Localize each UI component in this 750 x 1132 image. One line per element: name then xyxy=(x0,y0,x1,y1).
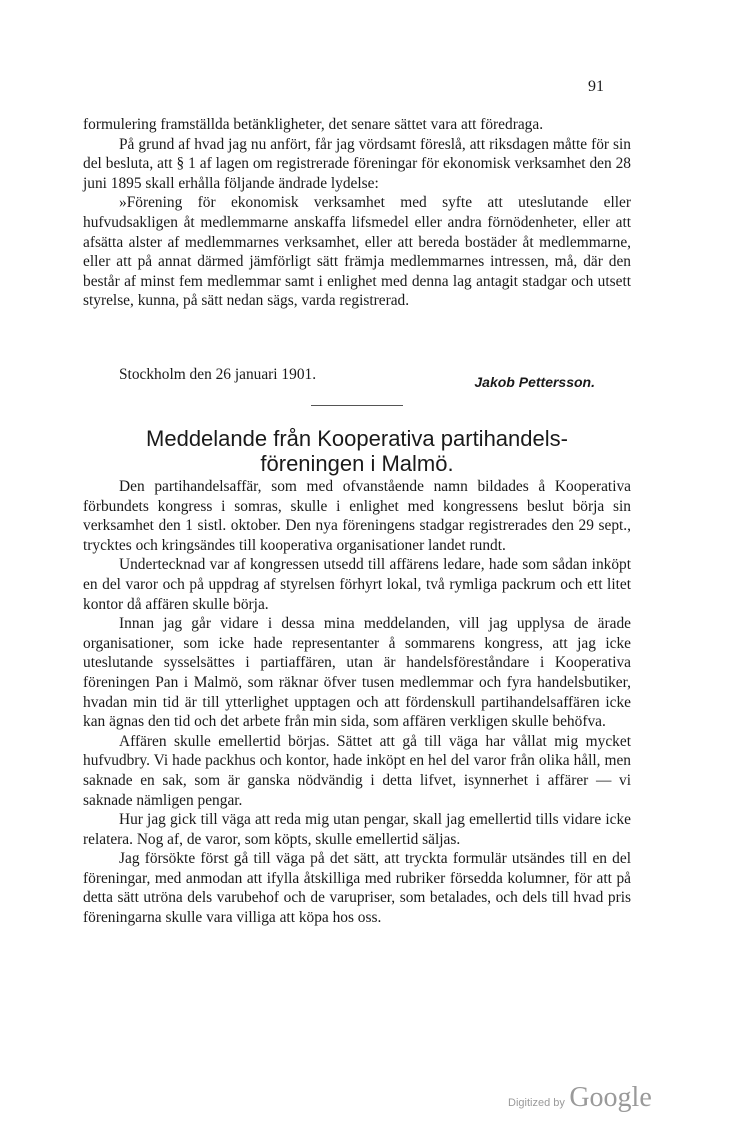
article-body xyxy=(83,477,631,928)
letter-body xyxy=(83,115,631,311)
page-number: 91 xyxy=(588,78,604,95)
section-divider xyxy=(311,405,403,406)
paragraph: Jag försökte först gå till väga på det sätt, att tryckta formulär utsändes till en del föreningar, med anmodan att ifylla åtskilliga med rubriker försedda kolumner, för att på detta sätt utröna dels varubehof och de varupriser, som betalades, och dels till hvad pris föreningarna skulle vara villiga att köpa hos oss. xyxy=(83,850,631,927)
section-title xyxy=(83,426,631,476)
signature-line xyxy=(119,365,631,390)
digitized-watermark xyxy=(508,1082,652,1114)
paragraph: På grund af hvad jag nu anfört, får jag vördsamt föreslå, att riksdagen måtte för sin del besluta, att § 1 af lagen om registrerade föreningar för ekonomisk verksamhet den 28 juni 1895 skall erhålla följande ändrade lydelse: xyxy=(83,135,631,192)
google-logo: Google xyxy=(569,1082,652,1113)
section-title-line-1: Meddelande från Kooperativa partihandels- xyxy=(146,426,568,451)
section-title-line-2: föreningen i Malmö. xyxy=(260,451,454,476)
digitized-by-label: Digitized by xyxy=(508,1097,565,1109)
paragraph: Undertecknad var af kongressen utsedd till affärens ledare, hade som sådan inköpt en del varor och på uppdrag af styrelsen förhyrt lokal, två rymliga packrum och ett litet kontor då affären skulle börja. xyxy=(83,556,631,613)
paragraph: »Förening för ekonomisk verksamhet med syfte att uteslutande eller hufvudsakligen åt medlemmarne anskaffa lifsmedel eller andra förnödenheter, eller att afsätta alster af medlemmarnes verksamhet, eller att bereda bostäder åt medlemmarne, eller att på annat därmed jämförligt sätt främja medlemmarnes intressen, må, där den består af minst fem medlemmar samt i enlighet med denna lag antagit stadgar och utsett styrelse, kunna, på sätt nedan sägs, varda registrerad. xyxy=(83,194,631,310)
signature-name: Jakob Pettersson. xyxy=(474,374,595,390)
paragraph: Den partihandelsaffär, som med ofvanstående namn bildades å Kooperativa förbundets kongress i somras, skulle i enlighet med kongressens beslut börja sin verksamhet den 1 sistl. oktober. Den nya föreningens stadgar registrerades den 29 sept., trycktes och kringsändes till kooperativa organisationer landet rundt. xyxy=(83,478,631,554)
paragraph: Affären skulle emellertid börjas. Sättet att gå till väga har vållat mig mycket hufvudbry. Vi hade packhus och kontor, hade inköpt en hel del varor från olika håll, men saknade en sak, som är ganska nödvändig i detta lifvet, isynnerhet i affärer — vi saknade nämligen pengar. xyxy=(83,732,631,809)
paragraph: Hur jag gick till väga att reda mig utan pengar, skall jag emellertid tills vidare icke relatera. Nog af, de varor, som köpts, skulle emellertid säljas. xyxy=(83,811,631,848)
paragraph: formulering framställda betänkligheter, det senare sättet vara att föredraga. xyxy=(83,116,544,133)
place-date: Stockholm den 26 januari 1901. xyxy=(119,366,317,383)
paragraph: Innan jag går vidare i dessa mina meddelanden, vill jag upplysa de ärade organisationer, som icke hade representanter å sommarens kongress, att jag icke uteslutande sysselsättes i partiaffären, utan är handelsföreståndare i Kooperativa föreningen Pan i Malmö, som räknar öfver tusen medlemmar och fyra handelsbutiker, hvadan min tid är till ytterlighet upptagen och att fördenskull partihandelsaffären icke kan ägnas den tid och det arbete från min sida, som affären verkligen skulle behöfva. xyxy=(83,615,631,731)
